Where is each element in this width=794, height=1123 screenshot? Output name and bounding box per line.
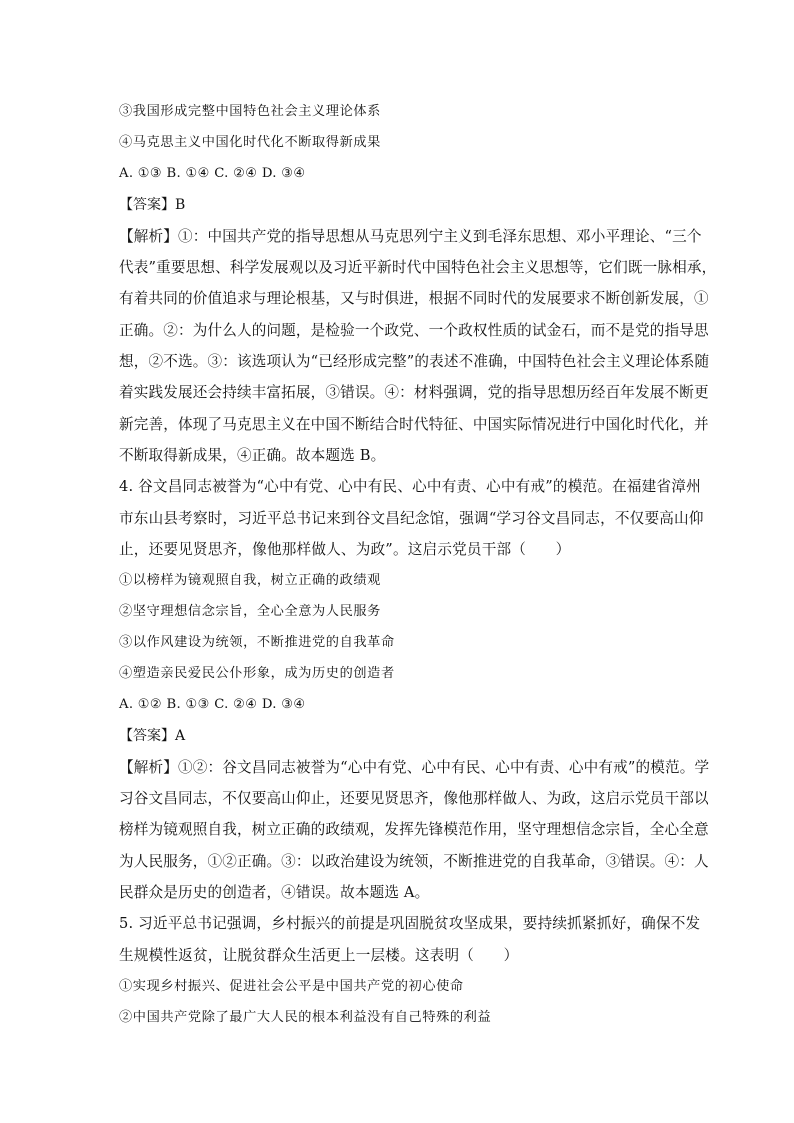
q4-analysis-line: 为人民服务，①②正确。③：以政治建设为统领，不断推进党的自我革命，③错误。④：人: [119, 853, 709, 870]
q4-option-3: ③以作风建设为统领，不断推进党的自我革命: [119, 635, 395, 650]
q3-option-4: ④马克思主义中国化时代化不断取得新成果: [119, 135, 381, 150]
q5-stem-line: 5. 习近平总书记强调，乡村振兴的前提是巩固脱贫攻坚成果，要持续抓紧抓好，确保不发: [119, 915, 701, 932]
q4-analysis-line: 习谷文昌同志，不仅要高山仰止，还要见贤思齐，像他那样做人、为政，这启示党员干部以: [119, 790, 709, 807]
q3-option-3: ③我国形成完整中国特色社会主义理论体系: [119, 104, 381, 119]
q3-analysis-line: 代表”重要思想、科学发展观以及习近平新时代中国特色社会主义思想等，它们既一脉相承，: [119, 259, 717, 276]
q3-analysis-line: 着实践发展还会持续丰富拓展，③错误。④：材料强调，党的指导思想历经百年发展不断更: [119, 384, 709, 401]
q3-analysis-line: 有着共同的价值追求与理论根基，又与时俱进，根据不同时代的发展要求不断创新发展，①: [119, 290, 709, 307]
q5-option-1: ①实现乡村振兴、促进社会公平是中国共产党的初心使命: [119, 979, 464, 994]
q4-answer: 【答案】A: [119, 728, 186, 744]
q3-analysis-line: 【解析】①：中国共产党的指导思想从马克思列宁主义到毛泽东思想、邓小平理论、“三个: [119, 228, 702, 245]
q3-analysis-line: 不断取得新成果，④正确。故本题选 B。: [119, 447, 386, 464]
q3-analysis-line: 正确。②：为什么人的问题，是检验一个政党、一个政权性质的试金石，而不是党的指导思: [119, 322, 709, 339]
q3-analysis-line: 想，②不选。③：该选项认为“已经形成完整”的表述不准确，中国特色社会主义理论体系随: [119, 353, 710, 370]
q4-option-1: ①以榜样为镜观照自我，树立正确的政绩观: [119, 573, 381, 588]
q5-option-2: ②中国共产党除了最广大人民的根本利益没有自己特殊的利益: [119, 1010, 492, 1025]
q4-stem-line: 市东山县考察时，习近平总书记来到谷文昌纪念馆，强调“学习谷文昌同志，不仅要高山仰: [119, 510, 704, 527]
q4-option-2: ②坚守理想信念宗旨，全心全意为人民服务: [119, 604, 381, 619]
q5-stem-line: 生规模性返贫，让脱贫群众生活更上一层楼。这表明（ ）: [119, 947, 519, 964]
q4-analysis-line: 榜样为镜观照自我，树立正确的政绩观，发挥先锋模范作用，坚守理想信念宗旨，全心全意: [119, 821, 709, 838]
q4-stem-line: 止，还要见贤思齐，像他那样做人、为政”。这启示党员干部（ ）: [119, 541, 571, 558]
q4-choices: A. ①② B. ①③ C. ②④ D. ③④: [119, 697, 306, 712]
q4-analysis-line: 【解析】①②：谷文昌同志被誉为“心中有党、心中有民、心中有责、心中有戒”的模范。学: [119, 759, 710, 776]
q3-choices: A. ①③ B. ①④ C. ②④ D. ③④: [119, 166, 306, 181]
q4-stem-line: 4. 谷文昌同志被誉为“心中有党、心中有民、心中有责、心中有戒”的模范。在福建省漳州: [119, 478, 701, 495]
q4-option-4: ④塑造亲民爱民公仆形象，成为历史的创造者: [119, 666, 395, 681]
q3-analysis-line: 新完善，体现了马克思主义在中国不断结合时代特征、中国实际情况进行中国化时代化，并: [119, 416, 709, 433]
q4-analysis-line: 民群众是历史的创造者，④错误。故本题选 A。: [119, 884, 430, 901]
q3-answer: 【答案】B: [119, 197, 186, 213]
